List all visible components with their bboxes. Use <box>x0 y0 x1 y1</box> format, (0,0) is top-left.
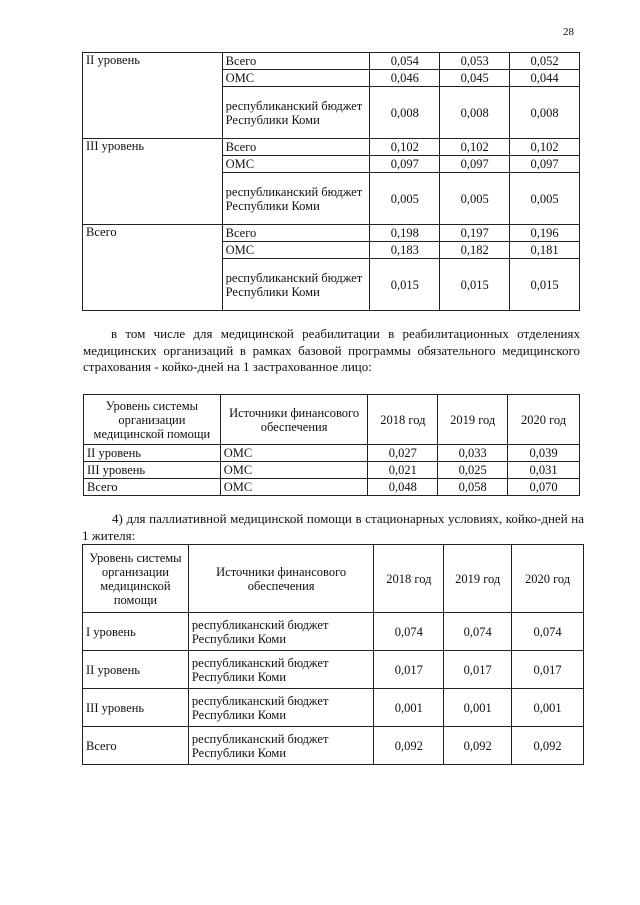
table-rehabilitation <box>83 394 580 496</box>
level-cell: III уровень <box>83 689 189 727</box>
header-2020: 2020 год <box>512 545 584 613</box>
table-row <box>83 727 584 765</box>
value-cell: 0,074 <box>512 613 584 651</box>
source-cell: Всего <box>222 225 370 242</box>
value-cell: 0,008 <box>510 87 580 139</box>
source-cell: республиканский бюджет Республики Коми <box>188 651 374 689</box>
value-cell: 0,008 <box>370 87 440 139</box>
header-2019: 2019 год <box>438 395 508 445</box>
value-cell: 0,044 <box>510 70 580 87</box>
source-cell: ОМС <box>222 156 370 173</box>
source-cell: Всего <box>222 139 370 156</box>
table-row <box>84 445 580 462</box>
value-cell: 0,181 <box>510 242 580 259</box>
table-row <box>84 462 580 479</box>
rehab-paragraph: в том числе для медицинской реабилитации в реабилитационных отделениях медицинских организаций в рамках базовой программы обязательного медицинского страхования - койко-дней на 1 застрахованное лицо: <box>83 326 580 374</box>
value-cell: 0,045 <box>440 70 510 87</box>
value-cell: 0,092 <box>444 727 512 765</box>
value-cell: 0,017 <box>512 651 584 689</box>
value-cell: 0,197 <box>440 225 510 242</box>
level-cell: Всего <box>83 727 189 765</box>
value-cell: 0,074 <box>374 613 444 651</box>
header-2019: 2019 год <box>444 545 512 613</box>
value-cell: 0,015 <box>440 259 510 311</box>
level-cell: Всего <box>84 479 221 496</box>
source-cell: республиканский бюджет Республики Коми <box>188 613 374 651</box>
header-level: Уровень системы организации медицинской помощи <box>84 395 221 445</box>
value-cell: 0,054 <box>370 53 440 70</box>
value-cell: 0,001 <box>512 689 584 727</box>
value-cell: 0,031 <box>508 462 580 479</box>
table-row <box>83 53 580 70</box>
value-cell: 0,001 <box>374 689 444 727</box>
source-cell: республиканский бюджет Республики Коми <box>222 87 370 139</box>
table-row <box>84 479 580 496</box>
table-header-row <box>83 545 584 613</box>
level-cell: II уровень <box>84 445 221 462</box>
table-hospital-levels <box>82 52 580 311</box>
source-cell: ОМС <box>220 445 368 462</box>
value-cell: 0,097 <box>440 156 510 173</box>
value-cell: 0,015 <box>370 259 440 311</box>
palliative-paragraph: 4) для паллиативной медицинской помощи в стационарных условиях, койко-дней на 1 жителя: <box>82 511 584 543</box>
value-cell: 0,052 <box>510 53 580 70</box>
value-cell: 0,005 <box>510 173 580 225</box>
header-2018: 2018 год <box>374 545 444 613</box>
header-2018: 2018 год <box>368 395 438 445</box>
value-cell: 0,058 <box>438 479 508 496</box>
header-source: Источники финансового обеспечения <box>188 545 374 613</box>
level-cell: II уровень <box>83 651 189 689</box>
level-cell: I уровень <box>83 613 189 651</box>
table-palliative <box>82 544 584 765</box>
source-cell: республиканский бюджет Республики Коми <box>222 259 370 311</box>
source-cell: республиканский бюджет Республики Коми <box>188 689 374 727</box>
value-cell: 0,017 <box>374 651 444 689</box>
value-cell: 0,027 <box>368 445 438 462</box>
value-cell: 0,005 <box>370 173 440 225</box>
value-cell: 0,070 <box>508 479 580 496</box>
level-cell: III уровень <box>83 139 223 225</box>
value-cell: 0,021 <box>368 462 438 479</box>
value-cell: 0,001 <box>444 689 512 727</box>
source-cell: ОМС <box>222 242 370 259</box>
value-cell: 0,092 <box>374 727 444 765</box>
table-row <box>83 225 580 242</box>
table-row <box>83 613 584 651</box>
source-cell: ОМС <box>220 479 368 496</box>
value-cell: 0,017 <box>444 651 512 689</box>
level-cell: II уровень <box>83 53 223 139</box>
value-cell: 0,048 <box>368 479 438 496</box>
source-cell: ОМС <box>220 462 368 479</box>
table-header-row <box>84 395 580 445</box>
level-cell: Всего <box>83 225 223 311</box>
value-cell: 0,097 <box>510 156 580 173</box>
value-cell: 0,102 <box>370 139 440 156</box>
header-level: Уровень системы организации медицинской помощи <box>83 545 189 613</box>
value-cell: 0,182 <box>440 242 510 259</box>
value-cell: 0,196 <box>510 225 580 242</box>
value-cell: 0,053 <box>440 53 510 70</box>
table-row <box>83 139 580 156</box>
source-cell: ОМС <box>222 70 370 87</box>
value-cell: 0,046 <box>370 70 440 87</box>
value-cell: 0,025 <box>438 462 508 479</box>
value-cell: 0,074 <box>444 613 512 651</box>
value-cell: 0,183 <box>370 242 440 259</box>
table-row <box>83 689 584 727</box>
value-cell: 0,015 <box>510 259 580 311</box>
value-cell: 0,102 <box>440 139 510 156</box>
value-cell: 0,102 <box>510 139 580 156</box>
header-2020: 2020 год <box>508 395 580 445</box>
source-cell: республиканский бюджет Республики Коми <box>188 727 374 765</box>
value-cell: 0,033 <box>438 445 508 462</box>
value-cell: 0,092 <box>512 727 584 765</box>
page-number: 28 <box>563 26 574 38</box>
value-cell: 0,039 <box>508 445 580 462</box>
value-cell: 0,005 <box>440 173 510 225</box>
value-cell: 0,097 <box>370 156 440 173</box>
header-source: Источники финансового обеспечения <box>220 395 368 445</box>
source-cell: Всего <box>222 53 370 70</box>
source-cell: республиканский бюджет Республики Коми <box>222 173 370 225</box>
table-row <box>83 651 584 689</box>
value-cell: 0,008 <box>440 87 510 139</box>
value-cell: 0,198 <box>370 225 440 242</box>
level-cell: III уровень <box>84 462 221 479</box>
